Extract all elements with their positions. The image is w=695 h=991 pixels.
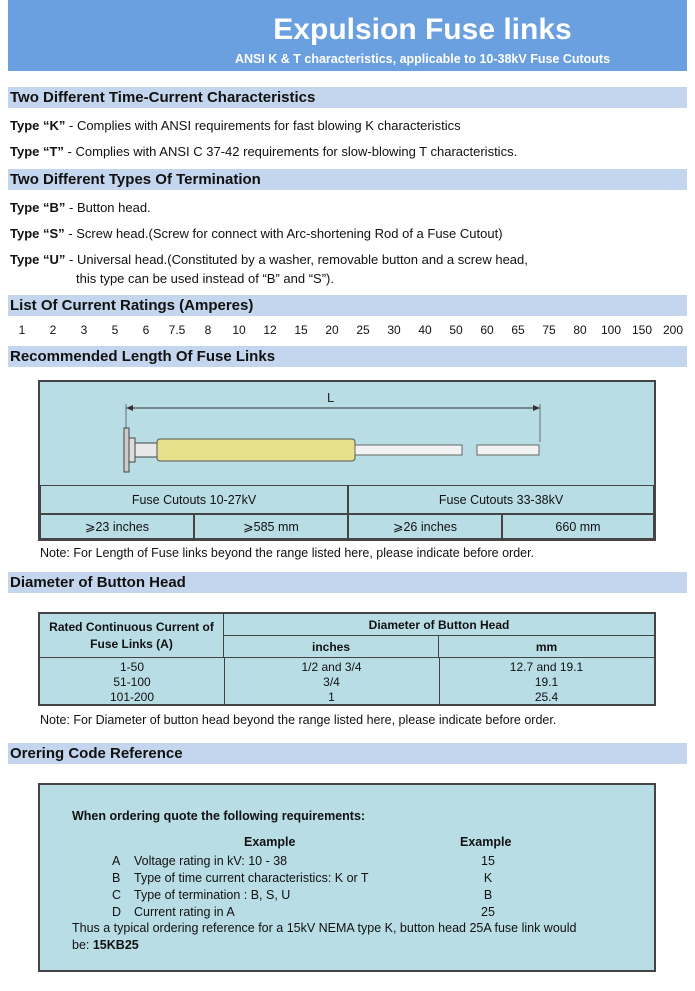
diameter-header-group: Diameter of Button Head	[224, 614, 654, 636]
dimension-arrow-left	[126, 405, 133, 411]
page-title: Expulsion Fuse links	[273, 13, 572, 46]
button-head-disc	[124, 428, 129, 472]
section-heading-diameter: Diameter of Button Head	[8, 572, 687, 593]
ordering-item-d-letter: D	[112, 905, 122, 919]
type-s-label: Type “S”	[10, 226, 65, 241]
rating-value: 3	[80, 323, 88, 337]
diameter-row-3-mm: 25.4	[534, 689, 559, 704]
ordering-summary-line2	[72, 938, 139, 952]
rating-value: 15	[294, 323, 308, 337]
type-b-desc: - Button head.	[65, 200, 151, 215]
section-heading-length: Recommended Length Of Fuse Links	[8, 346, 687, 367]
length-cell-mm-33-38: 660 mm	[502, 514, 654, 539]
diameter-row-2-mm: 19.1	[534, 674, 559, 689]
type-t-label: Type “T”	[10, 144, 64, 159]
section-heading-termination: Two Different Types Of Termination	[8, 169, 687, 190]
rating-value: 200	[662, 323, 684, 337]
rating-value: 20	[325, 323, 339, 337]
ordering-item-c-letter: C	[112, 888, 122, 902]
ordering-item-d-example-value: 25	[481, 905, 495, 919]
button-head-washer	[129, 438, 135, 462]
ordering-code: 15KB25	[92, 938, 139, 952]
fuse-leader	[355, 445, 462, 455]
type-u-desc-cont: this type can be used instead of “B” and “S”).	[76, 271, 334, 286]
rating-value: 100	[600, 323, 622, 337]
length-header-10-27kv: Fuse Cutouts 10-27kV	[40, 485, 348, 514]
type-k-desc: - Complies with ANSI requirements for fast blowing K characteristics	[65, 118, 461, 133]
ordering-item-c-example-value: B	[483, 888, 493, 902]
ordering-item-b-text: Type of time current characteristics: K or T	[134, 871, 369, 885]
diameter-row-1-current: 1-50	[119, 659, 145, 674]
length-header-33-38kv: Fuse Cutouts 33-38kV	[348, 485, 654, 514]
fuse-leader-end	[477, 445, 539, 455]
ordering-intro: When ordering quote the following requirements:	[72, 809, 366, 823]
diameter-header-current: Rated Continuous Current of Fuse Links (A)	[40, 614, 224, 658]
type-u-line	[10, 252, 528, 267]
diameter-note: Note: For Diameter of button head beyond the range listed here, please indicate before order.	[40, 713, 557, 727]
diameter-row-2-current: 51-100	[113, 674, 151, 689]
type-b-label: Type “B”	[10, 200, 66, 215]
rating-value: 6	[142, 323, 150, 337]
type-u-label: Type “U”	[10, 252, 66, 267]
type-k-label: Type “K”	[10, 118, 66, 133]
rating-value: 10	[232, 323, 246, 337]
ordering-example-header-left: Example	[244, 835, 296, 849]
ordering-item-c-text: Type of termination : B, S, U	[134, 888, 291, 902]
ordering-panel	[38, 783, 656, 972]
ordering-item-d-text: Current rating in A	[134, 905, 235, 919]
type-b-line	[10, 200, 151, 215]
rating-value: 40	[418, 323, 432, 337]
length-panel	[38, 380, 656, 541]
type-t-desc: - Complies with ANSI C 37-42 requirements for slow-blowing T characteristics.	[63, 144, 518, 159]
rating-value: 1	[18, 323, 26, 337]
diameter-row-3-inches: 1	[328, 689, 335, 704]
section-heading-time-current: Two Different Time-Current Characteristics	[8, 87, 687, 108]
rating-value: 75	[542, 323, 556, 337]
diameter-row-1-inches: 1/2 and 3/4	[301, 659, 362, 674]
rating-value: 80	[573, 323, 587, 337]
length-cell-inches-10-27: ⩾23 inches	[40, 514, 194, 539]
rating-value: 5	[111, 323, 119, 337]
type-u-desc: - Universal head.(Constituted by a washer, removable button and a screw head,	[65, 252, 528, 267]
ordering-example-header-right: Example	[460, 835, 512, 849]
ordering-item-b-example-value: K	[483, 871, 493, 885]
length-cell-inches-33-38: ⩾26 inches	[348, 514, 502, 539]
section-heading-ordering: Orering Code Reference	[8, 743, 687, 764]
type-s-desc: - Screw head.(Screw for connect with Arc-shortening Rod of a Fuse Cutout)	[64, 226, 503, 241]
length-cell-mm-10-27: ⩾585 mm	[194, 514, 348, 539]
dimension-label: L	[327, 390, 335, 405]
diameter-row-2-inches: 3/4	[323, 674, 340, 689]
ordering-item-b-letter: B	[112, 871, 121, 885]
rating-value: 12	[263, 323, 277, 337]
rating-value: 150	[631, 323, 653, 337]
diameter-row-3-current: 101-200	[109, 689, 155, 704]
dimension-arrow-right	[533, 405, 540, 411]
rating-value: 65	[511, 323, 525, 337]
fuse-body	[157, 439, 355, 461]
header-banner	[8, 0, 687, 71]
type-k-line	[10, 118, 461, 133]
page-subtitle: ANSI K & T characteristics, applicable to 10-38kV Fuse Cutouts	[234, 52, 611, 66]
section-heading-ratings: List Of Current Ratings (Amperes)	[8, 295, 687, 316]
ordering-item-a-text: Voltage rating in kV: 10 - 38	[134, 854, 288, 868]
ordering-summary: Thus a typical ordering reference for a 15kV NEMA type K, button head 25A fuse link would	[72, 921, 577, 935]
rating-value: 8	[204, 323, 212, 337]
diameter-header-mm: mm	[439, 636, 654, 658]
rating-value: 25	[356, 323, 370, 337]
ordering-item-a-letter: A	[112, 854, 121, 868]
button-head-stem	[135, 443, 157, 457]
rating-value: 30	[387, 323, 401, 337]
rating-value: 2	[49, 323, 57, 337]
ordering-summary-prefix: be:	[72, 938, 93, 952]
type-t-line	[10, 144, 517, 159]
length-note: Note: For Length of Fuse links beyond the range listed here, please indicate before order.	[40, 546, 535, 560]
diameter-header-inches: inches	[224, 636, 439, 658]
ratings-list	[8, 323, 687, 341]
rating-value: 50	[449, 323, 463, 337]
diameter-table	[38, 612, 656, 706]
ordering-item-a-example-value: 15	[481, 854, 495, 868]
diameter-row-1-mm: 12.7 and 19.1	[509, 659, 584, 674]
rating-value: 60	[480, 323, 494, 337]
type-s-line	[10, 226, 503, 241]
rating-value: 7.5	[168, 323, 186, 337]
fuse-link-diagram	[40, 382, 654, 485]
